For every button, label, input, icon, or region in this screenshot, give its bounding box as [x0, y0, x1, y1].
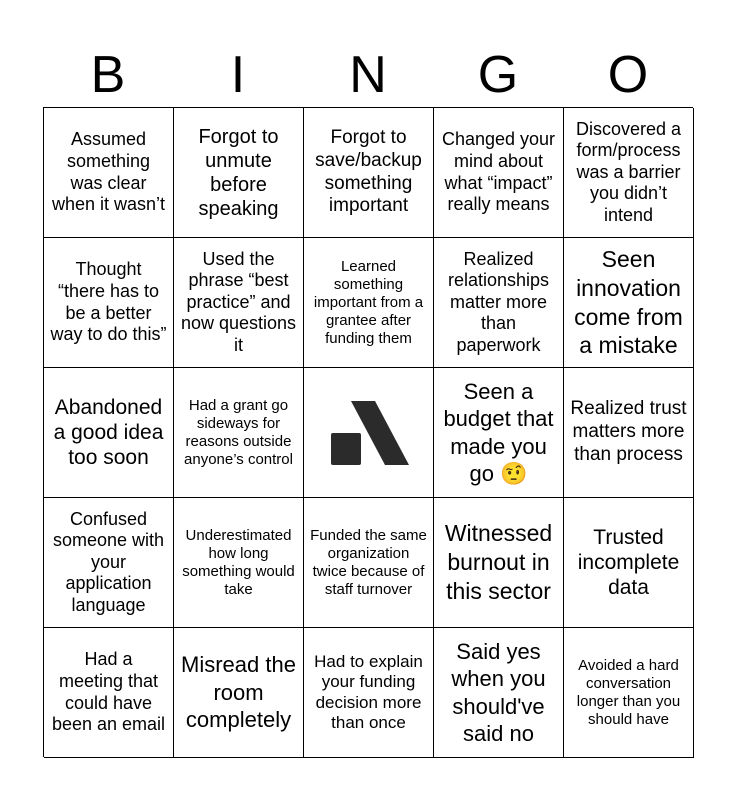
cell-text: Seen innovation come from a mistake — [574, 246, 683, 359]
cell-text: Avoided a hard conversation longer than you should have — [576, 656, 681, 728]
cell-text: Forgot to save/backup something important — [315, 126, 422, 217]
bingo-cell[interactable] — [434, 108, 564, 238]
cell-text: Said yes when you should've said no — [451, 638, 546, 746]
cell-text: Forgot to unmute before speaking — [198, 125, 279, 220]
bingo-cell[interactable] — [44, 368, 174, 498]
cell-text: Funded the same organization twice because of staff turnover — [310, 526, 427, 598]
cell-text: Learned something important from a grantee after funding them — [313, 257, 424, 347]
bingo-cell[interactable] — [564, 498, 694, 628]
bingo-header — [43, 44, 693, 106]
bingo-cell[interactable] — [434, 498, 564, 628]
bingo-cell[interactable] — [304, 108, 434, 238]
bingo-cell[interactable] — [564, 238, 694, 368]
cell-text: Abandoned a good idea too soon — [53, 395, 164, 470]
header-letter-b: B — [90, 46, 126, 104]
bingo-cell[interactable] — [564, 628, 694, 758]
cell-text: Underestimated how long something would take — [182, 526, 295, 598]
bingo-cell[interactable] — [434, 238, 564, 368]
header-letter-g: G — [477, 46, 519, 104]
bingo-cell[interactable] — [174, 108, 304, 238]
bingo-cell[interactable] — [44, 108, 174, 238]
bingo-cell[interactable] — [304, 238, 434, 368]
header-letter-n: N — [349, 46, 387, 104]
cell-text: Realized trust matters more than process — [570, 398, 687, 465]
cell-text: Used the phrase “best practice” and now questions it — [180, 248, 297, 355]
header-letter-o: O — [607, 46, 649, 104]
bingo-cell[interactable] — [434, 368, 564, 498]
bingo-cell[interactable] — [304, 628, 434, 758]
cell-text: Discovered a form/process was a barrier you didn’t intend — [575, 118, 682, 225]
bingo-cell[interactable] — [174, 238, 304, 368]
header-letter-i: I — [230, 46, 246, 104]
cell-text: Misread the room completely — [181, 652, 296, 733]
bingo-cell[interactable] — [564, 368, 694, 498]
bingo-cell[interactable] — [174, 628, 304, 758]
bingo-board — [43, 107, 693, 757]
bingo-cell[interactable] — [44, 628, 174, 758]
cell-text: Had to explain your funding decision more than once — [314, 651, 423, 732]
cell-text: Seen a budget that made you go 🤨 — [443, 378, 554, 486]
cell-text: Realized relationships matter more than paperwork — [447, 248, 550, 355]
bingo-cell[interactable] — [564, 108, 694, 238]
bingo-cell[interactable] — [434, 628, 564, 758]
cell-text: Confused someone with your application language — [52, 508, 165, 615]
bingo-cell[interactable] — [44, 498, 174, 628]
cell-text: Witnessed burnout in this sector — [444, 520, 553, 604]
bingo-cell[interactable] — [174, 498, 304, 628]
logo-icon — [329, 399, 409, 467]
bingo-cell[interactable] — [174, 368, 304, 498]
free-space — [304, 368, 434, 498]
cell-text: Assumed something was clear when it wasn’t — [51, 129, 166, 215]
cell-text: Changed your mind about what “impact” really means — [441, 129, 556, 215]
bingo-cell[interactable] — [304, 498, 434, 628]
cell-text: Thought “there has to be a better way to do this” — [50, 259, 167, 345]
cell-text: Trusted incomplete data — [577, 525, 680, 600]
bingo-cell[interactable] — [44, 238, 174, 368]
cell-text: Had a meeting that could have been an email — [51, 649, 166, 735]
cell-text: Had a grant go sideways for reasons outside anyone’s control — [184, 396, 293, 468]
